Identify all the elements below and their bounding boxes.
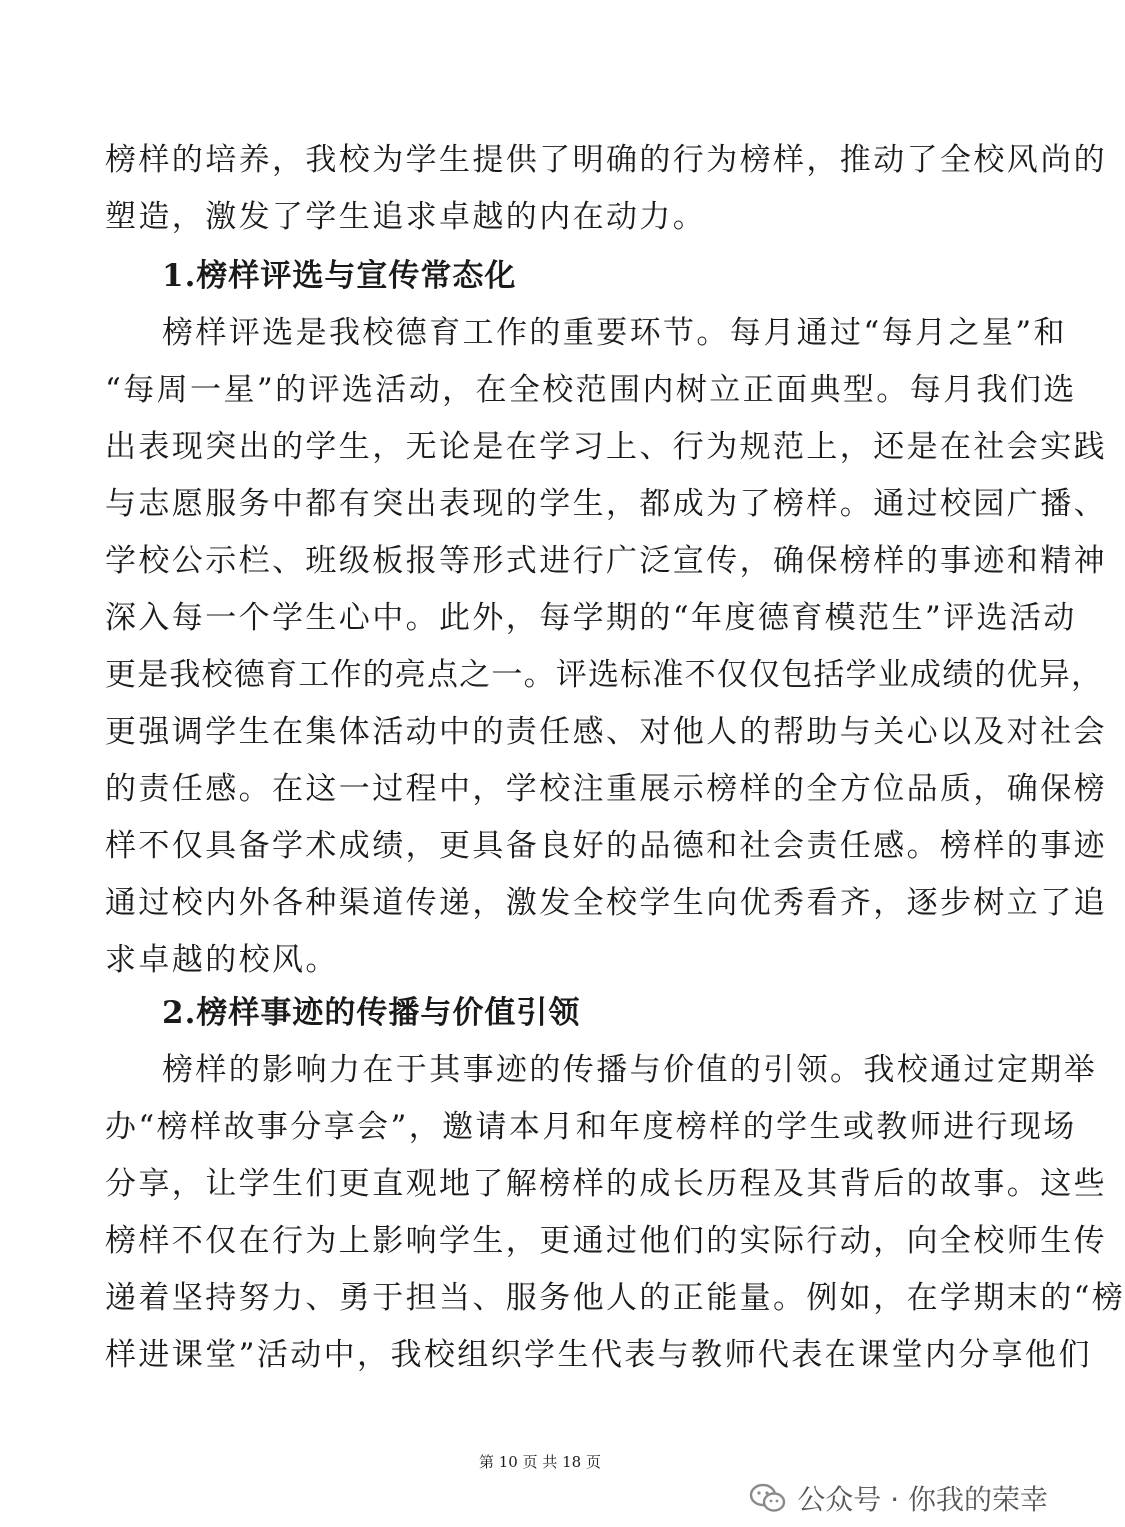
paragraph-line: 样不仅具备学术成绩，更具备良好的品德和社会责任感。榜样的事迹: [105, 828, 1107, 864]
paragraph-line: 求卓越的校风。: [105, 942, 339, 978]
paragraph-line: 样进课堂”活动中，我校组织学生代表与教师代表在课堂内分享他们: [105, 1337, 1092, 1373]
paragraph-line: 榜样的影响力在于其事迹的传播与价值的引领。我校通过定期举: [162, 1052, 1098, 1088]
paragraph-line: 学校公示栏、班级板报等形式进行广泛宣传，确保榜样的事迹和精神: [105, 543, 1107, 579]
paragraph-line: 榜样的培养，我校为学生提供了明确的行为榜样，推动了全校风尚的: [105, 142, 1107, 178]
wechat-icon: [749, 1482, 787, 1514]
paragraph-line: 分享，让学生们更直观地了解榜样的成长历程及其背后的故事。这些: [105, 1166, 1107, 1202]
paragraph-line: 榜样评选是我校德育工作的重要环节。每月通过“每月之星”和: [162, 315, 1067, 351]
section-heading-1: 1.榜样评选与宣传常态化: [162, 258, 517, 294]
paragraph-line: 办“榜样故事分享会”，邀请本月和年度榜样的学生或教师进行现场: [105, 1109, 1077, 1145]
watermark: [749, 1478, 1048, 1518]
paragraph-line: 塑造，激发了学生追求卓越的内在动力。: [105, 199, 707, 235]
paragraph-line: 更强调学生在集体活动中的责任感、对他人的帮助与关心以及对社会: [105, 714, 1107, 750]
paragraph-line: 的责任感。在这一过程中，学校注重展示榜样的全方位品质，确保榜: [105, 771, 1107, 807]
section-heading-2: 2.榜样事迹的传播与价值引领: [162, 995, 581, 1031]
paragraph-line: “每周一星”的评选活动，在全校范围内树立正面典型。每月我们选: [105, 372, 1077, 408]
paragraph-line: 更是我校德育工作的亮点之一。评选标准不仅仅包括学业成绩的优异，: [105, 657, 1104, 693]
paragraph-line: 递着坚持努力、勇于担当、服务他人的正能量。例如，在学期末的“榜: [105, 1280, 1125, 1316]
page-footer: 第 10 页 共 18 页: [478, 1453, 601, 1471]
paragraph-line: 出表现突出的学生，无论是在学习上、行为规范上，还是在社会实践: [105, 429, 1107, 465]
watermark-text: 公众号 · 你我的荣幸: [797, 1483, 1048, 1516]
paragraph-line: 与志愿服务中都有突出表现的学生，都成为了榜样。通过校园广播、: [105, 486, 1107, 522]
paragraph-line: 通过校内外各种渠道传递，激发全校学生向优秀看齐，逐步树立了追: [105, 885, 1107, 921]
paragraph-line: 榜样不仅在行为上影响学生，更通过他们的实际行动，向全校师生传: [105, 1223, 1107, 1259]
paragraph-line: 深入每一个学生心中。此外，每学期的“年度德育模范生”评选活动: [105, 600, 1077, 636]
